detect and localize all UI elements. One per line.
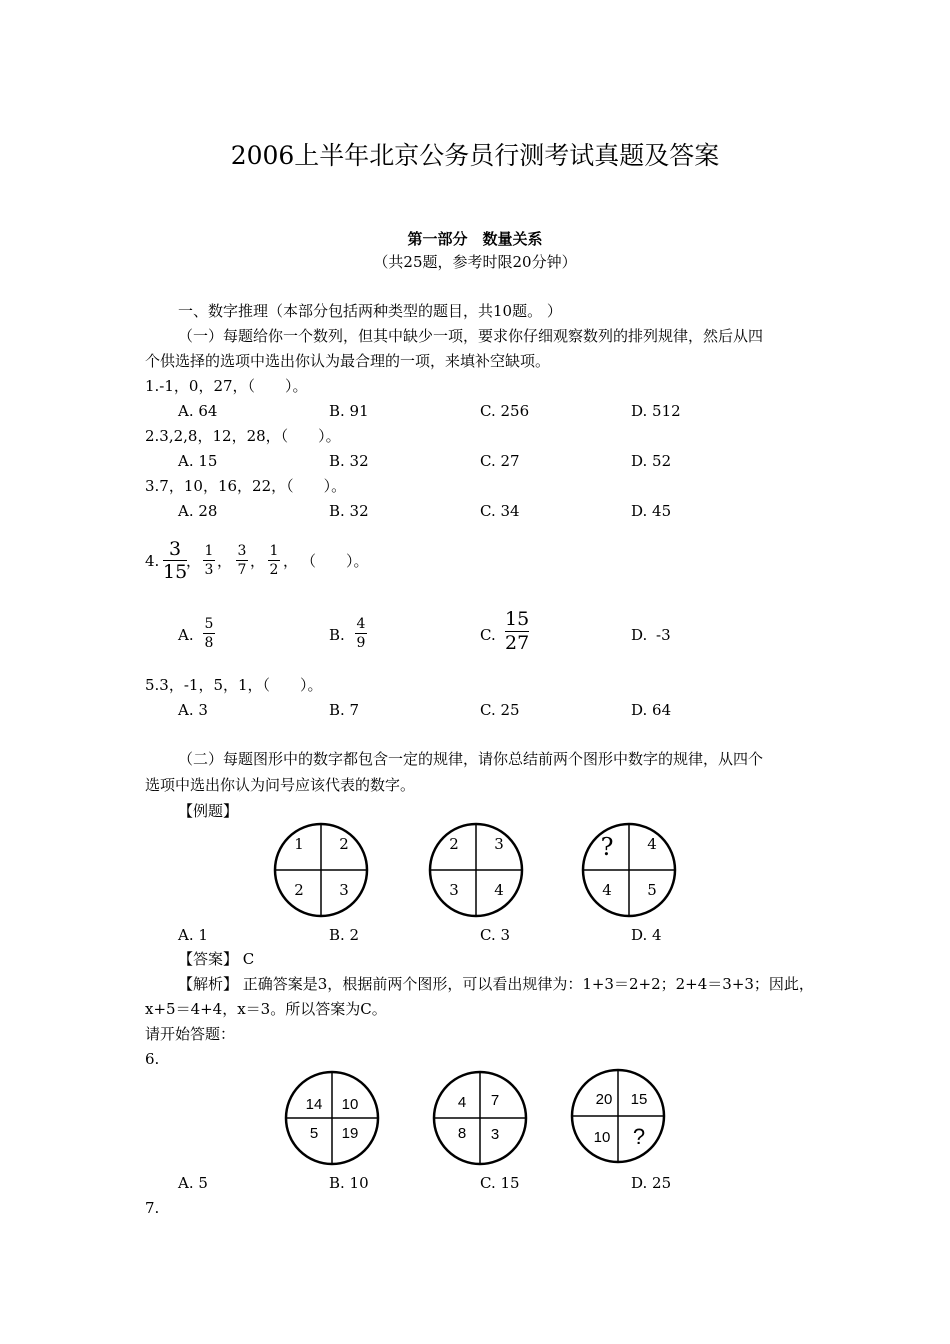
example-circle-1 xyxy=(272,821,370,919)
part1a-intro-line2: 个供选择的选项中选出你认为最合理的一项，来填补空缺项。 xyxy=(145,352,551,370)
question-4-option-c-fraction xyxy=(505,608,529,655)
start-prompt: 请开始答题： xyxy=(145,1025,236,1043)
example-option-c: C. 3 xyxy=(480,926,511,944)
fraction-numerator: 5 xyxy=(204,616,214,632)
section-heading: 第一部分 数量关系 xyxy=(407,230,543,248)
question-4-separator: ， xyxy=(250,552,266,570)
circle-cell-top-right: 2 xyxy=(339,835,349,853)
circle-cell-bottom-left: 10 xyxy=(593,1129,611,1146)
circle-cell-top-right: 10 xyxy=(341,1096,359,1113)
question-4-option-c-letter: C. xyxy=(480,626,496,644)
question-6-circle-3 xyxy=(569,1067,667,1165)
question-6-option-a: A. 5 xyxy=(178,1174,208,1192)
part1b-intro-line1: （二）每题图形中的数字都包含一定的规律，请你总结前两个图形中数字的规律，从四个 xyxy=(178,750,764,768)
page-title: 2006上半年北京公务员行测考试真题及答案 xyxy=(230,141,720,170)
part1b-intro-line2: 选项中选出你认为问号应该代表的数字。 xyxy=(145,776,416,794)
example-option-a: A. 1 xyxy=(178,926,208,944)
fraction-numerator: 15 xyxy=(505,608,530,630)
question-4-option-d-letter: D. xyxy=(631,626,648,644)
fraction-denominator: 3 xyxy=(204,562,214,578)
circle-cell-top-left: 4 xyxy=(457,1094,467,1111)
question-3-option-b: B. 32 xyxy=(329,502,369,520)
question-3-option-a: A. 28 xyxy=(178,502,218,520)
circle-cell-bottom-right: 3 xyxy=(339,881,349,899)
circle-cell-bottom-left: 2 xyxy=(294,881,304,899)
question-2-option-c: C. 27 xyxy=(480,452,520,470)
circle-cell-bottom-right: 19 xyxy=(341,1125,359,1142)
circle-cell-bottom-left: 3 xyxy=(449,881,459,899)
fraction-numerator: 3 xyxy=(237,543,247,559)
fraction-denominator: 15 xyxy=(163,561,188,583)
circle-cell-top-left: 14 xyxy=(305,1096,323,1113)
question-6-option-b: B. 10 xyxy=(329,1174,369,1192)
example-analysis-line2: x+5＝4+4，x＝3。所以答案为C。 xyxy=(145,1000,387,1018)
question-4-separator: ， xyxy=(283,552,299,570)
question-1-option-d: D. 512 xyxy=(631,402,681,420)
question-4-option-b-letter: B. xyxy=(329,626,345,644)
circle-cell-bottom-left: 4 xyxy=(602,881,612,899)
question-4-separator: ， xyxy=(186,552,202,570)
question-5-stem: 5.3，-1，5，1，（ ）。 xyxy=(145,676,323,694)
question-1-option-c: C. 256 xyxy=(480,402,530,420)
circle-cell-top-left: 20 xyxy=(595,1091,613,1108)
question-4-separator: ， xyxy=(217,552,233,570)
circle-cell-top-left: ? xyxy=(600,833,614,861)
example-circle-2 xyxy=(427,821,525,919)
question-6-option-c: C. 15 xyxy=(480,1174,520,1192)
part1-heading: 一、数字推理（本部分包括两种类型的题目，共10题。 ） xyxy=(178,302,562,320)
example-option-d: D. 4 xyxy=(631,926,662,944)
circle-cell-top-right: 3 xyxy=(494,835,504,853)
question-1-stem: 1.-1，0，27，（ ）。 xyxy=(145,377,308,395)
question-6-circle-1 xyxy=(283,1069,381,1167)
question-4-fraction-4 xyxy=(268,542,280,579)
question-4-option-a-fraction xyxy=(203,615,215,652)
question-3-option-c: C. 34 xyxy=(480,502,520,520)
question-4-option-d-value: -3 xyxy=(656,626,671,644)
example-analysis-line1: 【解析】 正确答案是3，根据前两个图形，可以看出规律为：1+3＝2+2；2+4＝3+3；因此， xyxy=(178,975,814,993)
question-4-option-b-fraction xyxy=(355,615,367,652)
question-3-stem: 3.7，10，16，22，（ ）。 xyxy=(145,477,347,495)
question-4-blank: （ ）。 xyxy=(301,552,369,570)
question-7-label: 7. xyxy=(145,1199,160,1217)
part1a-intro-line1: （一）每题给你一个数列，但其中缺少一项，要求你仔细观察数列的排列规律，然后从四 xyxy=(178,327,764,345)
circle-cell-bottom-right: 5 xyxy=(647,881,657,899)
question-4-prefix: 4. xyxy=(145,552,160,570)
example-option-b: B. 2 xyxy=(329,926,360,944)
question-2-option-d: D. 52 xyxy=(631,452,672,470)
circle-cell-top-right: 4 xyxy=(647,835,657,853)
question-1-option-a: A. 64 xyxy=(178,402,218,420)
question-6-label: 6. xyxy=(145,1050,160,1068)
question-3-option-d: D. 45 xyxy=(631,502,672,520)
fraction-numerator: 4 xyxy=(356,616,366,632)
section-subheading: （共25题，参考时限20分钟） xyxy=(373,253,577,271)
example-answer: 【答案】 C xyxy=(178,950,255,968)
question-5-option-d: D. 64 xyxy=(631,701,672,719)
question-4-fraction-3 xyxy=(236,542,248,579)
fraction-denominator: 8 xyxy=(204,635,214,651)
circle-cell-bottom-right: 4 xyxy=(494,881,504,899)
circle-cell-top-left: 1 xyxy=(294,835,304,853)
example-circle-3 xyxy=(580,821,678,919)
fraction-numerator: 1 xyxy=(204,543,214,559)
circle-cell-top-left: 2 xyxy=(449,835,459,853)
question-2-option-a: A. 15 xyxy=(178,452,218,470)
circle-cell-bottom-right: 3 xyxy=(490,1126,500,1143)
question-5-option-b: B. 7 xyxy=(329,701,360,719)
question-2-option-b: B. 32 xyxy=(329,452,369,470)
question-4-fraction-1 xyxy=(163,538,187,583)
question-4-fraction-2 xyxy=(203,542,215,579)
question-5-option-c: C. 25 xyxy=(480,701,520,719)
question-6-option-d: D. 25 xyxy=(631,1174,672,1192)
circle-cell-top-right: 7 xyxy=(490,1092,500,1109)
fraction-numerator: 3 xyxy=(169,538,182,560)
question-1-option-b: B. 91 xyxy=(329,402,369,420)
question-6-circle-2 xyxy=(431,1069,529,1167)
circle-cell-bottom-left: 5 xyxy=(309,1125,319,1142)
example-label: 【例题】 xyxy=(178,802,239,820)
fraction-denominator: 2 xyxy=(269,562,279,578)
circle-cell-bottom-right: ? xyxy=(632,1124,646,1149)
question-4-option-a-letter: A. xyxy=(178,626,194,644)
fraction-denominator: 7 xyxy=(237,562,247,578)
question-2-stem: 2.3,2,8，12，28，（ ）。 xyxy=(145,427,341,445)
circle-cell-top-right: 15 xyxy=(630,1091,648,1108)
question-5-option-a: A. 3 xyxy=(178,701,208,719)
fraction-denominator: 9 xyxy=(356,635,366,651)
circle-cell-bottom-left: 8 xyxy=(457,1125,467,1142)
fraction-numerator: 1 xyxy=(269,543,279,559)
fraction-denominator: 27 xyxy=(505,632,530,654)
